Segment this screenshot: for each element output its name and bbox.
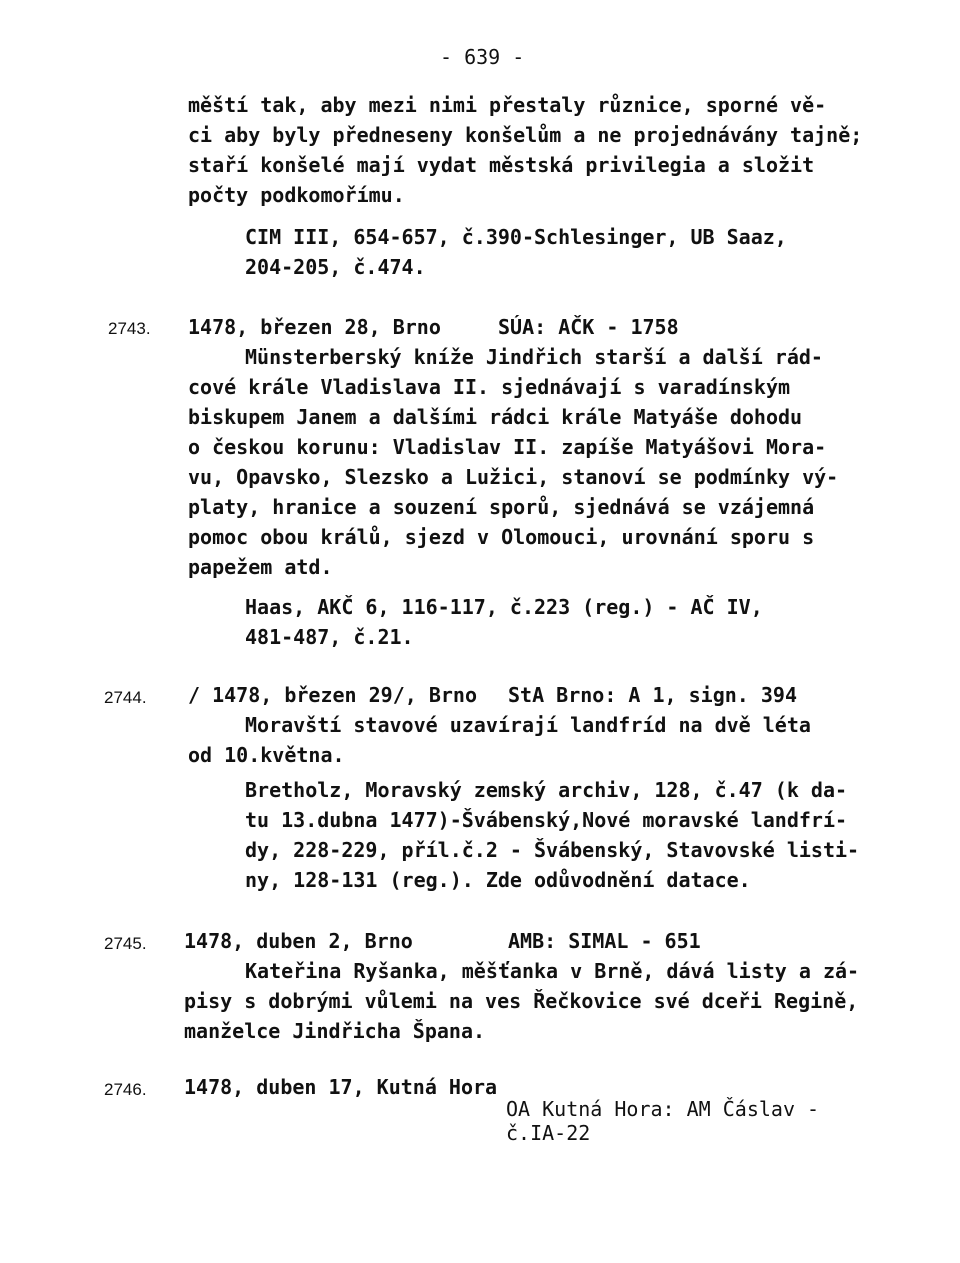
- entry-text-line: Münsterberský kníže Jindřich starší a další rád-: [245, 345, 823, 369]
- entry-text-line: pomoc obou králů, sjezd v Olomouci, urovnání sporu s: [188, 525, 815, 549]
- intro-reference: 204-205, č.474.: [245, 255, 426, 279]
- entry-date: 1478, duben 17, Kutná Hora: [184, 1075, 498, 1099]
- entry-archive: SÚA: AČK - 1758: [498, 315, 679, 339]
- entry-text-line: Kateřina Ryšanka, měšťanka v Brně, dává listy a zá-: [245, 959, 860, 983]
- intro-line: počty podkomořímu.: [188, 183, 405, 207]
- entry-text-line: platy, hranice a souzení sporů, sjednává se vzájemná: [188, 495, 815, 519]
- entry-reference: dy, 228-229, příl.č.2 - Švábenský, Stavovské listi-: [245, 838, 860, 862]
- entry-text-line: vu, Opavsko, Slezsko a Lužici, stanoví se podmínky vý-: [188, 465, 839, 489]
- entry-reference: Bretholz, Moravský zemský archiv, 128, č.47 (k da-: [245, 778, 848, 802]
- entry-text-line: Moravští stavové uzavírají landfríd na dvě léta: [245, 713, 811, 737]
- entry-number: 2743.: [108, 319, 151, 338]
- entry-date: 1478, duben 2, Brno: [184, 929, 413, 953]
- entry-text-line: manželce Jindřicha Španа.: [184, 1019, 486, 1043]
- intro-line: staří konšelé mají vydat městská privilegia a složit: [188, 153, 815, 177]
- entry-reference: Haas, AKČ 6, 116-117, č.223 (reg.) - AČ IV,: [245, 595, 763, 619]
- intro-line: měští tak, aby mezi nimi přestaly různice, sporné vě-: [188, 93, 827, 117]
- entry-text-line: papežem atd.: [188, 555, 333, 579]
- entry-reference: ny, 128-131 (reg.). Zde odůvodnění datace.: [245, 868, 751, 892]
- entry-date: / 1478, březen 29/, Brno: [188, 683, 477, 707]
- entry-archive: StA Brno: A 1, sign. 394: [508, 683, 797, 707]
- entry-date: 1478, březen 28, Brno: [188, 315, 441, 339]
- entry-text-line: od 10.května.: [188, 743, 345, 767]
- intro-reference: CIM III, 654-657, č.390-Schlesinger, UB Saaz,: [245, 225, 787, 249]
- entry-archive: AMB: SIMAL - 651: [508, 929, 701, 953]
- entry-text-line: pisy s dobrými vůlemi na ves Řečkovice své dceři Regině,: [184, 989, 859, 1013]
- intro-line: ci aby byly předneseny konšelům a ne projednávány tajně;: [188, 123, 863, 147]
- entry-archive: č.IA-22: [506, 1121, 591, 1145]
- entry-number: 2746.: [104, 1080, 147, 1099]
- entry-archive: OA Kutná Hora: AM Čáslav -: [506, 1097, 820, 1121]
- entry-number: 2745.: [104, 934, 147, 953]
- entry-number: 2744.: [104, 688, 147, 707]
- entry-reference: tu 13.dubna 1477)-Švábenský,Nové moravské landfrí-: [245, 808, 848, 832]
- entry-text-line: o českou korunu: Vladislav II. zapíše Matyášovi Mora-: [188, 435, 827, 459]
- page-number: - 639 -: [440, 45, 525, 69]
- entry-text-line: biskupem Janem a dalšími rádci krále Matyáše dohodu: [188, 405, 803, 429]
- entry-reference: 481-487, č.21.: [245, 625, 414, 649]
- entry-text-line: cové krále Vladislava II. sjednávají s varadínským: [188, 375, 791, 399]
